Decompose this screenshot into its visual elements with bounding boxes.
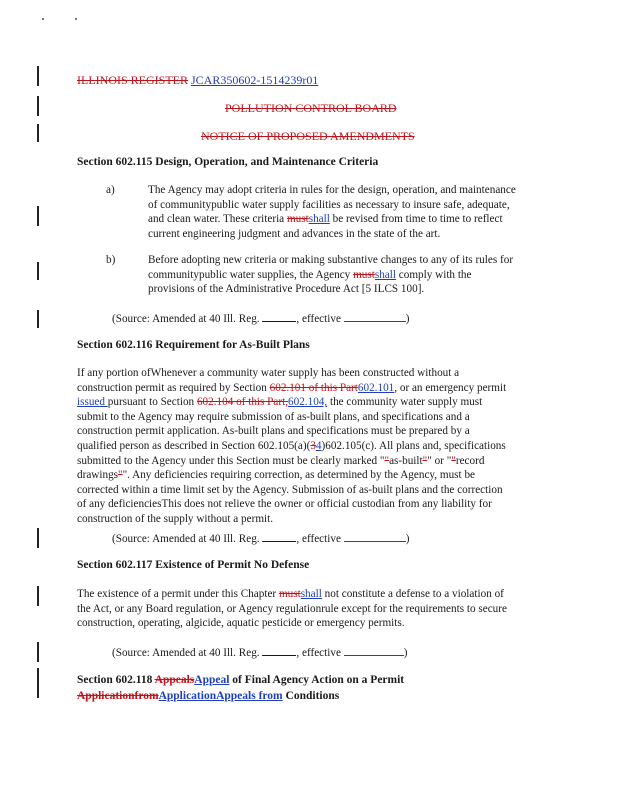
section-heading-602-117: Section 602.117 Existence of Permit No Defense bbox=[77, 559, 310, 571]
board-header: POLLUTION CONTROL BOARD bbox=[225, 101, 397, 115]
subsection-marker-b: b) bbox=[106, 254, 116, 266]
subsection-marker-a: a) bbox=[106, 184, 115, 196]
deleted-text: ILLINOIS REGISTER bbox=[77, 73, 188, 87]
subsection-a-text: The Agency may adopt criteria in rules for the design, operation, and maintenance of communitypublic water supply facilities as necessary to insure safe, adequate, and clean water. These criteria mustshall be revised from time to time to reflect current engineering judgment and advances in the state of the art. bbox=[148, 184, 516, 240]
blank-field bbox=[262, 531, 296, 542]
change-bar bbox=[37, 124, 39, 142]
change-bar bbox=[37, 528, 39, 548]
change-bar bbox=[37, 586, 39, 606]
blank-field bbox=[344, 311, 406, 322]
section-602-116-text: If any portion ofWhenever a community water supply has been constructed without a construction permit as required by Section 602.101 of this Part602.101, or an emergency permit issued pursuant to Section 602.104 of this Part,602.104, the community water supply must submit to the Agency may require submission of as-built plans, and specifications and a construction permit application. As-built plans and specifications must be prepared by a qualified person as described in Section 602.105(a)(34)602.105(c). All plans and, specifications submitted to the Agency under this Section must be clearly marked ""as-built"" or ""record drawings"". Any deficiencies requiring correction, as determined by the Agency, must be corrected within a time limit set by the Agency. Submission of as-built plans and the correction of any deficienciesThis does not relieve the owner or official custodian from any liability for construction of the supply without a permit. bbox=[77, 367, 507, 525]
change-bar bbox=[37, 262, 39, 280]
blank-field bbox=[262, 645, 296, 656]
notice-header: NOTICE OF PROPOSED AMENDMENTS bbox=[201, 129, 415, 143]
source-note: (Source: Amended at 40 Ill. Reg. , effective ) bbox=[112, 313, 410, 325]
source-note: (Source: Amended at 40 Ill. Reg. , effective ) bbox=[112, 647, 408, 659]
section-heading-602-118: Section 602.118 AppealsAppeal of Final Agency Action on a Permit ApplicationfromApplicationAppeals from Conditions bbox=[77, 674, 405, 702]
change-bar bbox=[37, 642, 39, 662]
change-bar bbox=[37, 668, 39, 698]
blank-field bbox=[262, 311, 296, 322]
scan-speck bbox=[42, 18, 44, 20]
source-note: (Source: Amended at 40 Ill. Reg. , effective ) bbox=[112, 533, 410, 545]
subsection-b-text: Before adopting new criteria or making substantive changes to any of its rules for communitypublic water supplies, the Agency mustshall comply with the provisions of the Administrative Procedure Act [5 ILCS 100]. bbox=[148, 254, 514, 296]
blank-field bbox=[344, 645, 404, 656]
register-header bbox=[77, 73, 318, 87]
change-bar bbox=[37, 206, 39, 226]
section-602-117-text: The existence of a permit under this Chapter mustshall not constitute a defense to a violation of the Act, or any Board regulation, or Agency regulationrule except for the requirements to secure construction, operating, algicide, aquatic pesticide or emergency permits. bbox=[77, 588, 507, 630]
inserted-text: JCAR350602-1514239r01 bbox=[191, 73, 319, 87]
section-heading-602-116: Section 602.116 Requirement for As-Built Plans bbox=[77, 339, 310, 351]
change-bar bbox=[37, 310, 39, 328]
scan-speck bbox=[75, 18, 77, 20]
blank-field bbox=[344, 531, 406, 542]
change-bar bbox=[37, 66, 39, 86]
section-heading-602-115: Section 602.115 Design, Operation, and Maintenance Criteria bbox=[77, 156, 379, 168]
change-bar bbox=[37, 96, 39, 116]
